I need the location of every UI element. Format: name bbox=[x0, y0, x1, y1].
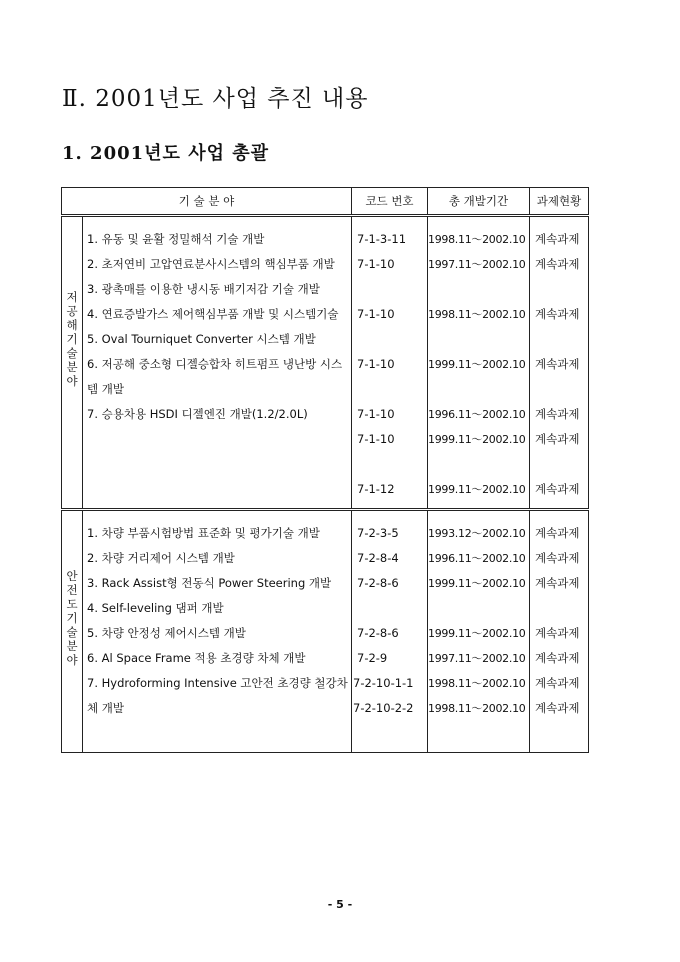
period-value: 1996.11～2002.10 bbox=[428, 552, 526, 565]
status-value: 계속과제 bbox=[535, 701, 580, 715]
code-value: 7-2-8-4 bbox=[357, 551, 399, 565]
status-value: 계속과제 bbox=[535, 357, 580, 371]
list-item: 4. Self-leveling 댐퍼 개발 bbox=[87, 601, 224, 615]
list-item: 7. Hydroforming Intensive 고안전 초경량 철강차체 개발 bbox=[87, 676, 348, 715]
section-label: 안전도기술분야 bbox=[66, 569, 78, 667]
list-item: 1. 유동 및 윤활 정밀해석 기술 개발 bbox=[87, 232, 265, 246]
list-item: 3. 광촉매를 이용한 냉시동 배기저감 기술 개발 bbox=[87, 282, 320, 296]
code-value: 7-1-10 bbox=[357, 432, 395, 446]
item-text-cell bbox=[83, 216, 352, 510]
list-item: 5. 차량 안정성 제어시스템 개발 bbox=[87, 626, 246, 640]
header-code: 코드 번호 bbox=[352, 188, 428, 216]
status-value: 계속과제 bbox=[535, 232, 580, 246]
item-text-cell bbox=[83, 510, 352, 753]
period-cell bbox=[428, 510, 530, 753]
status-value: 계속과제 bbox=[535, 482, 580, 496]
period-value: 1999.11～2002.10 bbox=[428, 627, 526, 640]
status-value: 계속과제 bbox=[535, 307, 580, 321]
section-row-low-emission bbox=[62, 216, 589, 510]
section-row-safety bbox=[62, 510, 589, 753]
period-value: 1999.11～2002.10 bbox=[428, 358, 526, 371]
period-value: 1997.11～2002.10 bbox=[428, 258, 526, 271]
period-value: 1999.11～2002.10 bbox=[428, 483, 526, 496]
status-value: 계속과제 bbox=[535, 576, 580, 590]
code-cell bbox=[352, 216, 428, 510]
code-value: 7-1-10 bbox=[357, 357, 395, 371]
code-value: 7-2-3-5 bbox=[357, 526, 399, 540]
section-label-cell bbox=[62, 510, 83, 753]
list-item: 1. 차량 부품시험방법 표준화 및 평가기술 개발 bbox=[87, 526, 320, 540]
period-value: 1993.12～2002.10 bbox=[428, 527, 526, 540]
code-value: 7-1-10 bbox=[357, 407, 395, 421]
section-label: 저공해기술분야 bbox=[66, 290, 78, 388]
code-value: 7-1-3-11 bbox=[357, 232, 407, 246]
period-value: 1998.11～2002.10 bbox=[428, 308, 526, 321]
period-value: 1996.11～2002.10 bbox=[428, 408, 526, 421]
list-item: 6. Al Space Frame 적용 초경량 차체 개발 bbox=[87, 651, 306, 665]
code-value: 7-1-10 bbox=[357, 257, 395, 271]
status-value: 계속과제 bbox=[535, 432, 580, 446]
period-value: 1998.11～2002.10 bbox=[428, 702, 526, 715]
list-item: 7. 승용차용 HSDI 디젤엔진 개발(1.2/2.0L) bbox=[87, 407, 308, 421]
period-value: 1998.11～2002.10 bbox=[428, 677, 526, 690]
status-value: 계속과제 bbox=[535, 676, 580, 690]
header-field: 기 술 분 야 bbox=[62, 188, 352, 216]
list-item: 6. 저공해 중소형 디젤승합차 히트펌프 냉난방 시스템 개발 bbox=[87, 357, 343, 396]
code-value: 7-1-10 bbox=[357, 307, 395, 321]
status-value: 계속과제 bbox=[535, 526, 580, 540]
code-value: 7-2-8-6 bbox=[357, 626, 399, 640]
status-value: 계속과제 bbox=[535, 651, 580, 665]
project-summary-table bbox=[61, 187, 589, 753]
section-label-cell bbox=[62, 216, 83, 510]
subsection-heading: 1. 2001년도 사업 총괄 bbox=[62, 143, 270, 164]
period-value: 1999.11～2002.10 bbox=[428, 577, 526, 590]
list-item: 4. 연료증발가스 제어핵심부품 개발 및 시스템기술 bbox=[87, 307, 339, 321]
status-cell bbox=[530, 510, 589, 753]
list-item: 2. 차량 거리제어 시스템 개발 bbox=[87, 551, 235, 565]
list-item: 5. Oval Tourniquet Converter 시스템 개발 bbox=[87, 332, 316, 346]
period-value: 1997.11～2002.10 bbox=[428, 652, 526, 665]
status-value: 계속과제 bbox=[535, 626, 580, 640]
status-value: 계속과제 bbox=[535, 257, 580, 271]
section-heading: Ⅱ. 2001년도 사업 추진 내용 bbox=[62, 86, 369, 112]
page-number: - 5 - bbox=[327, 898, 353, 911]
status-value: 계속과제 bbox=[535, 551, 580, 565]
list-item: 3. Rack Assist형 전동식 Power Steering 개발 bbox=[87, 576, 332, 590]
code-value: 7-2-10-1-1 bbox=[353, 676, 414, 690]
code-value: 7-2-10-2-2 bbox=[353, 701, 414, 715]
status-cell bbox=[530, 216, 589, 510]
code-value: 7-1-12 bbox=[357, 482, 395, 496]
period-value: 1999.11～2002.10 bbox=[428, 433, 526, 446]
period-value: 1998.11～2002.10 bbox=[428, 233, 526, 246]
list-item: 2. 초저연비 고압연료분사시스템의 핵심부품 개발 bbox=[87, 257, 335, 271]
header-status: 과제현황 bbox=[530, 188, 589, 216]
code-cell bbox=[352, 510, 428, 753]
header-period: 총 개발기간 bbox=[428, 188, 530, 216]
table-header-row bbox=[62, 188, 589, 216]
period-cell bbox=[428, 216, 530, 510]
code-value: 7-2-9 bbox=[357, 651, 388, 665]
code-value: 7-2-8-6 bbox=[357, 576, 399, 590]
status-value: 계속과제 bbox=[535, 407, 580, 421]
